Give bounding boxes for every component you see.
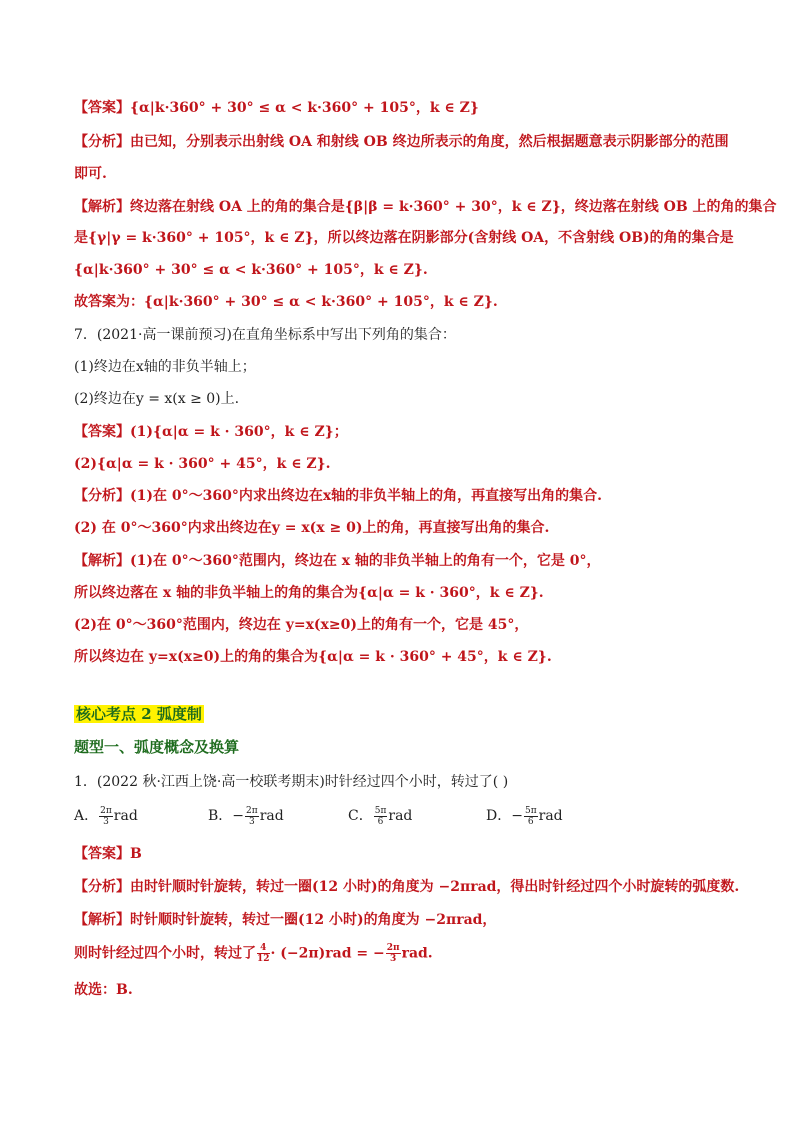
q1-solution2-frac2 <box>386 943 401 964</box>
option-c-den: 6 <box>377 816 384 827</box>
q1-solution2-mid: · (−2π)rad = − <box>270 945 385 962</box>
option-b-label: B． <box>208 808 233 824</box>
option-a-num: 2π <box>100 805 112 816</box>
q7-analysis1: (1)在 0°～360°内求出终边在x轴的非负半轴上的角，再直接写出角的集合. <box>130 488 603 504</box>
analysis-line-1 <box>74 132 729 152</box>
option-a <box>74 805 138 827</box>
solution-line-3: {α|k·360° + 30° ≤ α < k·360° + 105°，k ∈ Z}. <box>74 262 428 278</box>
q1-solution-line-1 <box>74 910 496 930</box>
option-d-label: D． <box>486 808 512 824</box>
q1-conclusion: 故选：B. <box>74 982 133 998</box>
option-d-fraction <box>524 806 538 827</box>
option-c-unit: rad <box>388 808 413 824</box>
q1-solution-line-2 <box>74 943 433 964</box>
q7-solution-line-2: 所以终边落在 x 轴的非负半轴上的角的集合为{α|α = k · 360°，k ∈ Z}. <box>74 585 544 601</box>
q7-solution1: (1)在 0°～360°范围内，终边在 x 轴的非负半轴上的角有一个，它是 0°， <box>130 553 601 569</box>
analysis-tag: 【分析】 <box>74 134 130 150</box>
q7-solution-line-4: 所以终边在 y=x(x≥0)上的角的集合为{α|α = k · 360° + 45°，k ∈ Z}. <box>74 649 552 665</box>
q1-solution2-pre: 则时针经过四个小时，转过了 <box>74 945 256 962</box>
q1-solution2-post: rad. <box>401 945 433 962</box>
q7-solution-tag: 【解析】 <box>74 553 130 569</box>
q7-answer-tag: 【答案】 <box>74 424 130 440</box>
option-b-unit: rad <box>259 808 284 824</box>
q1-stem: 1．(2022 秋·江西上饶·高一校联考期末)时针经过四个小时，转过了( ) <box>74 774 509 790</box>
q1-analysis-line <box>74 877 739 897</box>
option-b-den: 3 <box>248 816 255 827</box>
q7-solution-line-3: (2)在 0°～360°范围内，终边在 y=x(x≥0)上的角有一个，它是 45°， <box>74 617 529 633</box>
option-c-label: C． <box>348 808 373 824</box>
conclusion-line: 故答案为：{α|k·360° + 30° ≤ α < k·360° + 105°，k ∈ Z}. <box>74 294 498 310</box>
option-d <box>486 805 563 827</box>
q1-answer-tag: 【答案】 <box>74 846 130 862</box>
q7-answer-line-2: (2){α|α = k · 360° + 45°，k ∈ Z}. <box>74 456 331 472</box>
option-b-neg: − <box>232 808 245 824</box>
analysis-line-2: 即可. <box>74 166 107 182</box>
option-d-den: 6 <box>527 816 534 827</box>
option-a-label: A． <box>74 808 99 824</box>
q7-answer1: (1){α|α = k · 360°，k ∈ Z}； <box>130 424 348 440</box>
q7-answer-line-1 <box>74 422 348 442</box>
answer-tag: 【答案】 <box>74 100 130 116</box>
answer-line <box>74 98 479 118</box>
q7-part2: (2)终边在y = x(x ≥ 0)上. <box>74 391 240 407</box>
answer-text: {α|k·360° + 30° ≤ α < k·360° + 105°，k ∈ Z} <box>130 100 479 116</box>
q1-analysis: 由时针顺时针旋转，转过一圈(12 小时)的角度为 −2πrad，得出时针经过四个小时旋转的弧度数. <box>130 879 740 895</box>
q7-analysis-line-1 <box>74 486 602 506</box>
option-b-num: 2π <box>246 805 258 816</box>
q1-solution1: 时针顺时针旋转，转过一圈(12 小时)的角度为 −2πrad， <box>130 912 497 928</box>
analysis-text: 由已知，分别表示出射线 OA 和射线 OB 终边所表示的角度，然后根据题意表示阴影部分的范围 <box>130 134 729 150</box>
option-d-unit: rad <box>538 808 563 824</box>
q7-analysis-tag: 【分析】 <box>74 488 130 504</box>
q7-stem: 7．(2021·高一课前预习)在直角坐标系中写出下列角的集合： <box>74 327 456 343</box>
option-c-fraction <box>374 806 388 827</box>
option-d-num: 5π <box>524 805 537 816</box>
section-title <box>74 704 204 725</box>
q1-frac1-num: 4 <box>257 943 270 954</box>
option-a-fraction <box>99 806 113 827</box>
section-subtitle: 题型一、弧度概念及换算 <box>74 738 240 756</box>
option-a-den: 3 <box>103 816 109 827</box>
q1-frac1-den: 12 <box>257 954 270 964</box>
q1-answer-line <box>74 844 142 864</box>
q1-frac2-num: 2π <box>386 943 400 953</box>
solution-text: 终边落在射线 OA 上的角的集合是{β|β = k·360° + 30°，k ∈ Z}，终边落在射线 OB 上的角的集合 <box>130 199 777 215</box>
q1-frac2-den: 3 <box>390 954 397 964</box>
q7-analysis-line-2: (2) 在 0°～360°内求出终边在y = x(x ≥ 0)上的角，再直接写出角的集合. <box>74 520 550 536</box>
option-b-fraction <box>245 806 259 827</box>
q1-answer: B <box>130 846 142 862</box>
q7-solution-line-1 <box>74 551 601 571</box>
q7-part1: (1)终边在x轴的非负半轴上； <box>74 359 256 375</box>
q1-analysis-tag: 【分析】 <box>74 879 130 895</box>
option-c-num: 5π <box>374 805 387 816</box>
solution-line-1 <box>74 197 777 217</box>
solution-line-2: 是{γ|γ = k·360° + 105°，k ∈ Z}，所以终边落在阴影部分(含射线 OA，不含射线 OB)的角的集合是 <box>74 230 734 246</box>
q1-solution-tag: 【解析】 <box>74 912 130 928</box>
option-d-neg: − <box>511 808 523 824</box>
section-title-text: 核心考点 2 弧度制 <box>76 705 202 723</box>
option-a-unit: rad <box>113 808 138 824</box>
solution-tag: 【解析】 <box>74 199 130 215</box>
option-c <box>348 805 412 827</box>
q1-solution2-frac1 <box>257 943 270 964</box>
option-b <box>208 805 284 827</box>
